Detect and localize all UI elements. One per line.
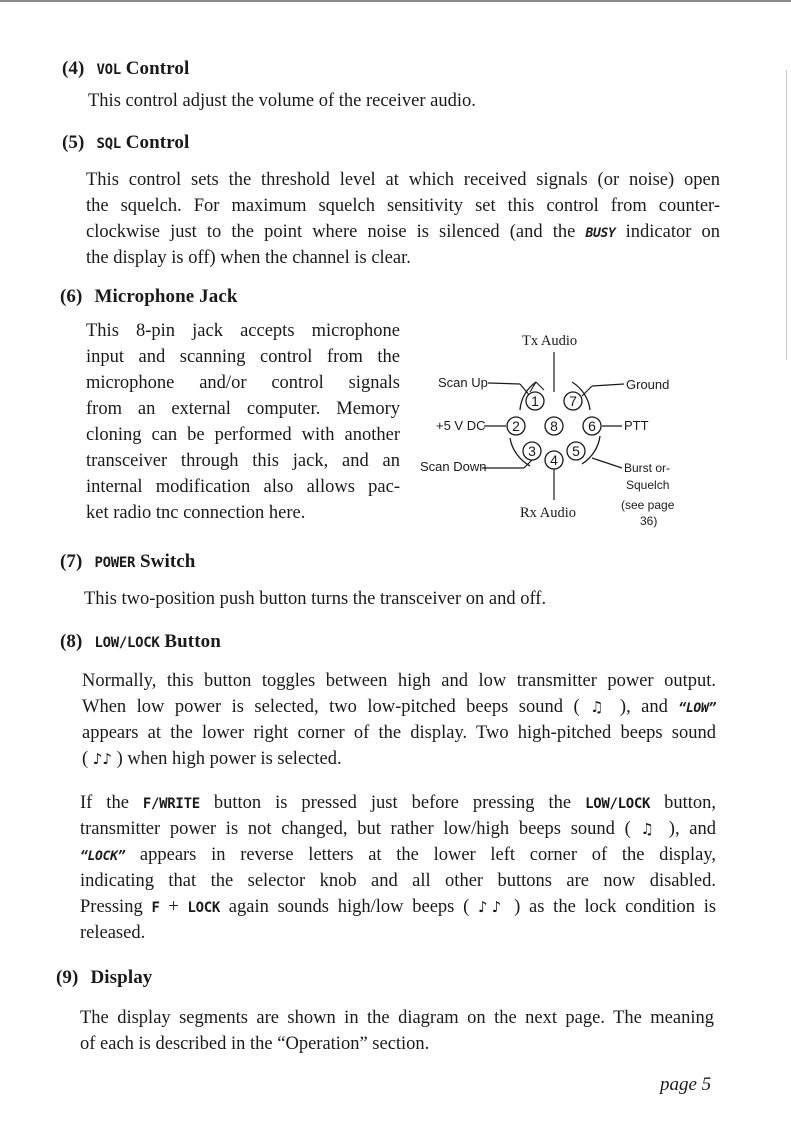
body-line: ket radio tnc connection here.: [86, 503, 306, 523]
section-8-paragraph-2: [80, 790, 716, 946]
sql-keyword: SQL: [96, 136, 121, 152]
section-4-body: This control adjust the volume of the receiver audio.: [88, 91, 476, 111]
section-number: (9): [56, 967, 79, 988]
lock-indicator: “LOCK”: [80, 849, 126, 864]
section-title: Display: [90, 967, 153, 988]
svg-text:3: 3: [528, 443, 536, 459]
body-line: of each is described in the “Operation” section.: [80, 1034, 430, 1054]
scan-up-lead: [488, 383, 520, 384]
tx-audio-label: Tx Audio: [522, 333, 578, 349]
section-6-body: [86, 318, 400, 526]
section-title: Button: [164, 631, 221, 652]
pin-5: [567, 442, 585, 460]
body-line: input and scanning control from the: [86, 347, 400, 367]
top-rule: [0, 0, 791, 2]
body-line: cloning can be performed with another: [86, 425, 400, 445]
lock-keyword: LOCK: [187, 900, 221, 916]
right-edge-mark: [786, 70, 787, 360]
page-number: page 5: [660, 1074, 712, 1095]
section-number: (6): [60, 286, 83, 307]
body-line: from an external computer. Memory: [86, 399, 400, 419]
mic-jack-pinout-diagram: [412, 318, 694, 548]
section-title: Microphone Jack: [94, 286, 238, 307]
see-page-label-2: 36): [640, 514, 658, 528]
body-line: clockwise just to the point where noise is silenced (and the BUSY indicator on: [86, 222, 720, 242]
ptt-label: PTT: [624, 418, 649, 433]
svg-text:8: 8: [550, 418, 558, 434]
body-line: The display segments are shown in the diagram on the next page. The meaning: [80, 1008, 714, 1028]
low-beeps-icon: ♫: [640, 820, 660, 838]
pin-1: [526, 392, 544, 410]
section-8-paragraph-1: [82, 668, 716, 772]
scan-down-label: Scan Down: [420, 459, 487, 474]
ground-lead: [592, 384, 624, 386]
section-number: (5): [62, 132, 85, 153]
body-line: If the F/WRITE button is pressed just before pressing the LOW/LOCK button,: [80, 793, 717, 813]
body-line: When low power is selected, two low-pitched beeps sound ( ♫ ), and “LOW”: [82, 697, 717, 717]
body-line: ( ♪♪ ) when high power is selected.: [82, 749, 342, 769]
body-line: Normally, this button toggles between high and low transmitter power output.: [82, 671, 716, 691]
lowlock-keyword: LOW/LOCK: [94, 635, 160, 651]
section-title: Control: [125, 132, 190, 153]
section-title: Control: [125, 58, 190, 79]
high-beeps-icon: ♪♪: [478, 898, 506, 916]
fwrite-keyword: F/WRITE: [142, 796, 200, 812]
jack-key-notch: [530, 382, 544, 392]
section-9-heading: [56, 967, 152, 989]
section-6-heading: [60, 286, 238, 308]
svg-text:5: 5: [572, 443, 580, 459]
section-7-heading: [60, 551, 195, 573]
pin-7: [564, 392, 582, 410]
rx-audio-label: Rx Audio: [520, 505, 576, 521]
section-9-body: [80, 1005, 714, 1057]
svg-text:7: 7: [569, 393, 577, 409]
pin-2: [507, 417, 525, 435]
scan-up-label: Scan Up: [438, 375, 488, 390]
see-page-label-1: (see page: [621, 498, 675, 512]
burst-squelch-label-2: Squelch: [626, 478, 670, 492]
section-4-heading: [62, 58, 189, 80]
body-line: released.: [80, 923, 146, 943]
low-indicator: “LOW”: [678, 701, 717, 716]
body-line: the squelch. For maximum squelch sensitivity set this control from counter-: [86, 196, 720, 216]
vol-keyword: VOL: [96, 62, 121, 78]
pin-8: [545, 417, 563, 435]
body-line: “LOCK” appears in reverse letters at the lower left corner of the display,: [80, 845, 717, 865]
section-5-body: [86, 167, 720, 271]
section-number: (4): [62, 58, 85, 79]
body-line: Pressing F + LOCK again sounds high/low beeps ( ♪♪ ) as the lock condition is: [80, 897, 717, 917]
section-8-heading: [60, 631, 221, 653]
busy-keyword: BUSY: [585, 226, 616, 241]
svg-text:6: 6: [588, 418, 596, 434]
body-line: indicating that the selector knob and all other buttons are now disabled.: [80, 871, 716, 891]
section-number: (8): [60, 631, 83, 652]
body-line: transmitter power is not changed, but rather low/high beeps sound ( ♫ ), and: [80, 819, 717, 839]
lowlock-keyword: LOW/LOCK: [585, 796, 651, 812]
power-keyword: POWER: [94, 555, 136, 571]
svg-text:2: 2: [512, 418, 520, 434]
section-5-heading: [62, 132, 189, 154]
svg-text:1: 1: [531, 393, 539, 409]
section-title: Switch: [139, 551, 196, 572]
body-line: appears at the lower right corner of the display. Two high-pitched beeps sound: [82, 723, 716, 743]
svg-text:4: 4: [550, 452, 558, 468]
body-line: the display is off) when the channel is clear.: [86, 248, 411, 268]
body-line: internal modification also allows pac-: [86, 477, 400, 497]
pin-6: [583, 417, 601, 435]
body-line: microphone and/or control signals: [86, 373, 400, 393]
pin-3: [523, 442, 541, 460]
f-keyword: F: [151, 900, 160, 916]
body-line: This 8-pin jack accepts microphone: [86, 321, 400, 341]
burst-squelch-label-1: Burst or-: [624, 461, 671, 475]
plus5v-label: +5 V DC: [436, 418, 486, 433]
ground-label: Ground: [626, 377, 670, 392]
body-line: This control sets the threshold level at which received signals (or noise) open: [86, 170, 720, 190]
section-number: (7): [60, 551, 83, 572]
burst-squelch-lead: [592, 458, 622, 468]
low-beeps-icon: ♫: [590, 698, 610, 716]
body-line: transceiver through this jack, and an: [86, 451, 400, 471]
pin-4: [545, 451, 563, 469]
section-7-body: This two-position push button turns the transceiver on and off.: [84, 589, 547, 609]
high-beeps-icon: ♪♪: [92, 750, 112, 768]
